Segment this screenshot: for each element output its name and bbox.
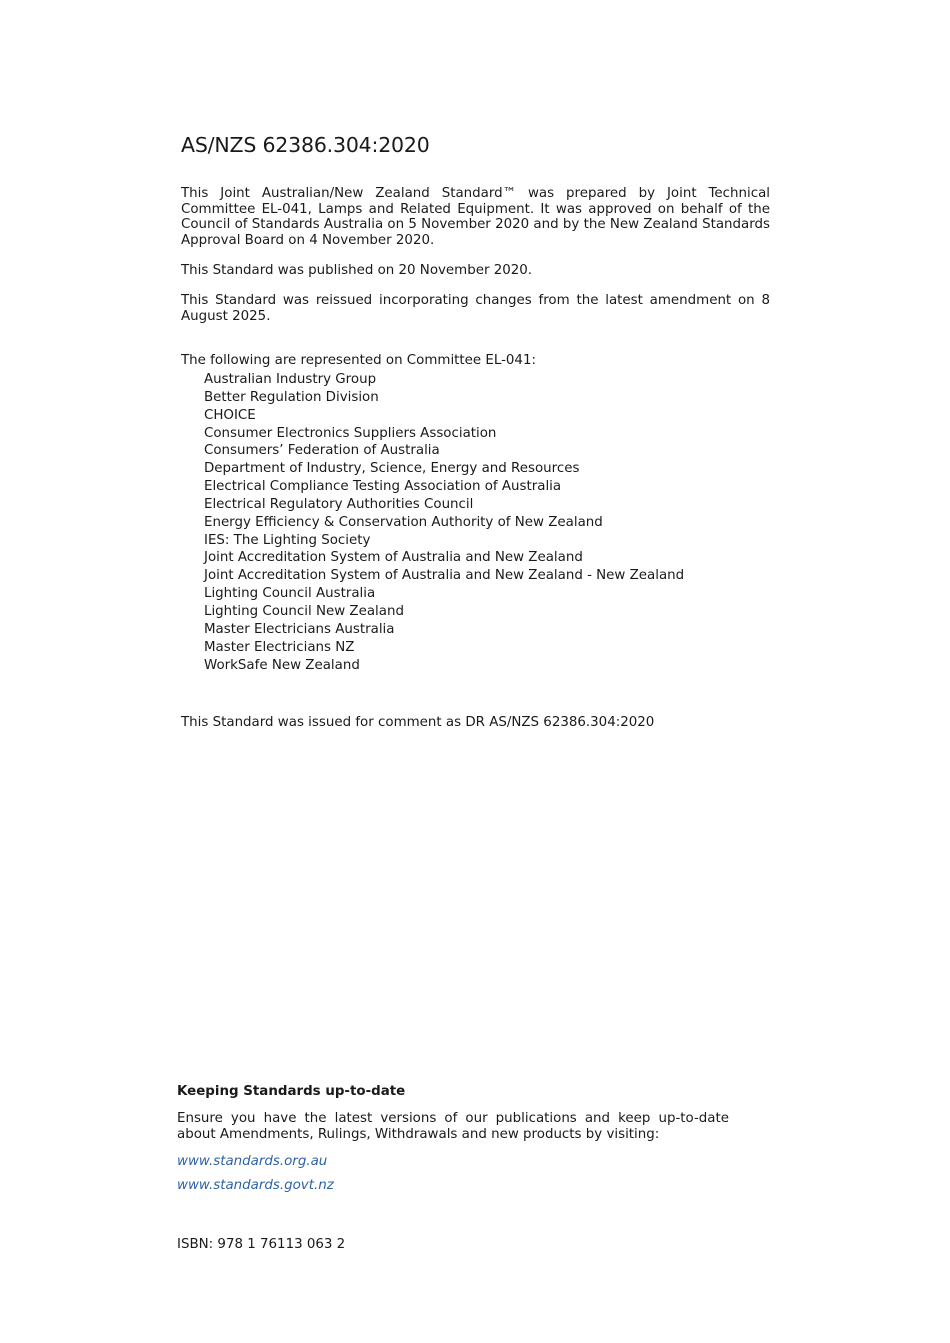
committee-member: Department of Industry, Science, Energy and Resources	[204, 461, 580, 477]
committee-member: Energy Efficiency & Conservation Authority of New Zealand	[204, 514, 603, 530]
issued-for-comment-paragraph: This Standard was issued for comment as DR AS/NZS 62386.304:2020	[181, 715, 655, 730]
keeping-standards-heading: Keeping Standards up-to-date	[177, 1084, 406, 1099]
committee-member: CHOICE	[204, 407, 256, 423]
committee-member-list	[204, 371, 684, 674]
standards-new-zealand-link[interactable]: www.standards.govt.nz	[177, 1178, 334, 1193]
published-paragraph: This Standard was published on 20 November 2020.	[181, 263, 533, 278]
reissued-paragraph: This Standard was reissued incorporating changes from the latest amendment on 8 August 2025.	[181, 293, 770, 324]
committee-member: Lighting Council Australia	[204, 586, 376, 602]
committee-member: Australian Industry Group	[204, 372, 377, 387]
committee-member: Joint Accreditation System of Australia and New Zealand	[204, 550, 583, 566]
committee-member: Consumer Electronics Suppliers Association	[204, 425, 497, 441]
committee-member: Joint Accreditation System of Australia and New Zealand - New Zealand	[204, 568, 685, 584]
committee-member: Master Electricians Australia	[204, 621, 395, 637]
keeping-standards-paragraph: Ensure you have the latest versions of our publications and keep up-to-date about Amendments, Rulings, Withdrawals and new products by visiting:	[177, 1111, 729, 1142]
preparation-paragraph: This Joint Australian/New Zealand Standard™ was prepared by Joint Technical Committee EL-041, Lamps and Related Equipment. It was approved on behalf of the Council of Standards Australia on 5 November 2020 and by the New Zealand Standards Approval Board on 4 November 2020.	[181, 186, 770, 248]
committee-member: Consumers’ Federation of Australia	[204, 443, 440, 459]
committee-member: WorkSafe New Zealand	[204, 657, 360, 673]
isbn-number: ISBN: 978 1 76113 063 2	[177, 1237, 346, 1252]
standard-title: AS/NZS 62386.304:2020	[181, 133, 430, 157]
committee-member: Electrical Compliance Testing Association of Australia	[204, 479, 562, 495]
committee-member: Lighting Council New Zealand	[204, 603, 404, 619]
committee-heading: The following are represented on Committee EL-041:	[181, 353, 536, 368]
committee-member: Master Electricians NZ	[204, 639, 355, 655]
committee-member: Electrical Regulatory Authorities Council	[204, 496, 474, 512]
standards-australia-link[interactable]: www.standards.org.au	[177, 1154, 328, 1169]
committee-member: Better Regulation Division	[204, 389, 379, 405]
committee-member: IES: The Lighting Society	[204, 532, 371, 548]
